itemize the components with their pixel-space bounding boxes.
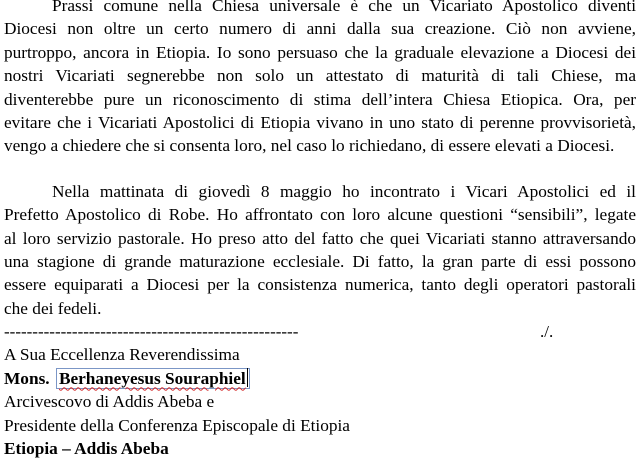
text-line: Prefetto Apostolico di Robe. Ho affrontato con loro alcune questioni “sensibili”, legate [4,205,636,225]
recipient-name-line[interactable] [4,367,640,390]
recipient-address [0,343,640,460]
recipient-location: Etiopia – Addis Abeba [4,438,169,458]
text-line: Diocesi non oltre un certo numero di anni dalla sua creazione. Ciò non avviene, [4,19,636,39]
separator-row [0,320,640,343]
selected-name[interactable] [56,368,250,389]
text-line: vengo a chiedere che si consenta loro, nel caso lo richiedano, di essere elevati a Diocesi. [4,136,615,156]
text-line: al loro servizio pastorale. Ho preso atto del fatto che quei Vicariati stanno attraversando [4,228,636,248]
text-line: Nella mattinata di giovedì 8 maggio ho incontrato i Vicari Apostolici ed il [52,181,636,201]
salutation: A Sua Eccellenza Reverendissima [4,345,240,365]
dash-separator: ---------------------------------------------------- [4,322,299,342]
text-line: che dei fedeli. [4,298,102,318]
recipient-role-1: Arcivescovo di Addis Abeba e [4,392,215,412]
text-line: purtroppo, ancora in Etiopia. Io sono persuaso che la graduale elevazione a Diocesi dei [4,42,636,62]
paragraph-gap [0,158,640,180]
text-line: nostri Vicariati segnerebbe non solo un attestato di maturità di tali Chiese, ma [4,66,636,86]
text-line: evitare che i Vicariati Apostolici di Etiopia vivano in uno stato di perenne provvisorietà, [4,113,636,133]
paragraph-2 [0,180,640,320]
title-prefix: Mons. [4,368,50,388]
text-line: Prassi comune nella Chiesa universale è che un Vicariato Apostolico diventi [52,0,636,15]
text-cursor [247,368,248,387]
recipient-name[interactable]: Berhaneyesus Souraphiel [58,368,246,388]
text-line: diventerebbe pure un riconoscimento di stima dell’intera Chiesa Etiopica. Ora, per [4,89,636,109]
text-line: essere equiparati a Diocesi per la consistenza numerica, tanto degli operatori pastorali [4,275,636,295]
paragraph-1 [0,0,640,158]
text-line: una stagione di grande maturazione ecclesiale. Di fatto, la gran parte di essi possono [4,252,636,272]
end-mark: ./. [540,322,554,342]
recipient-role-2: Presidente della Conferenza Episcopale di Etiopia [4,415,350,435]
